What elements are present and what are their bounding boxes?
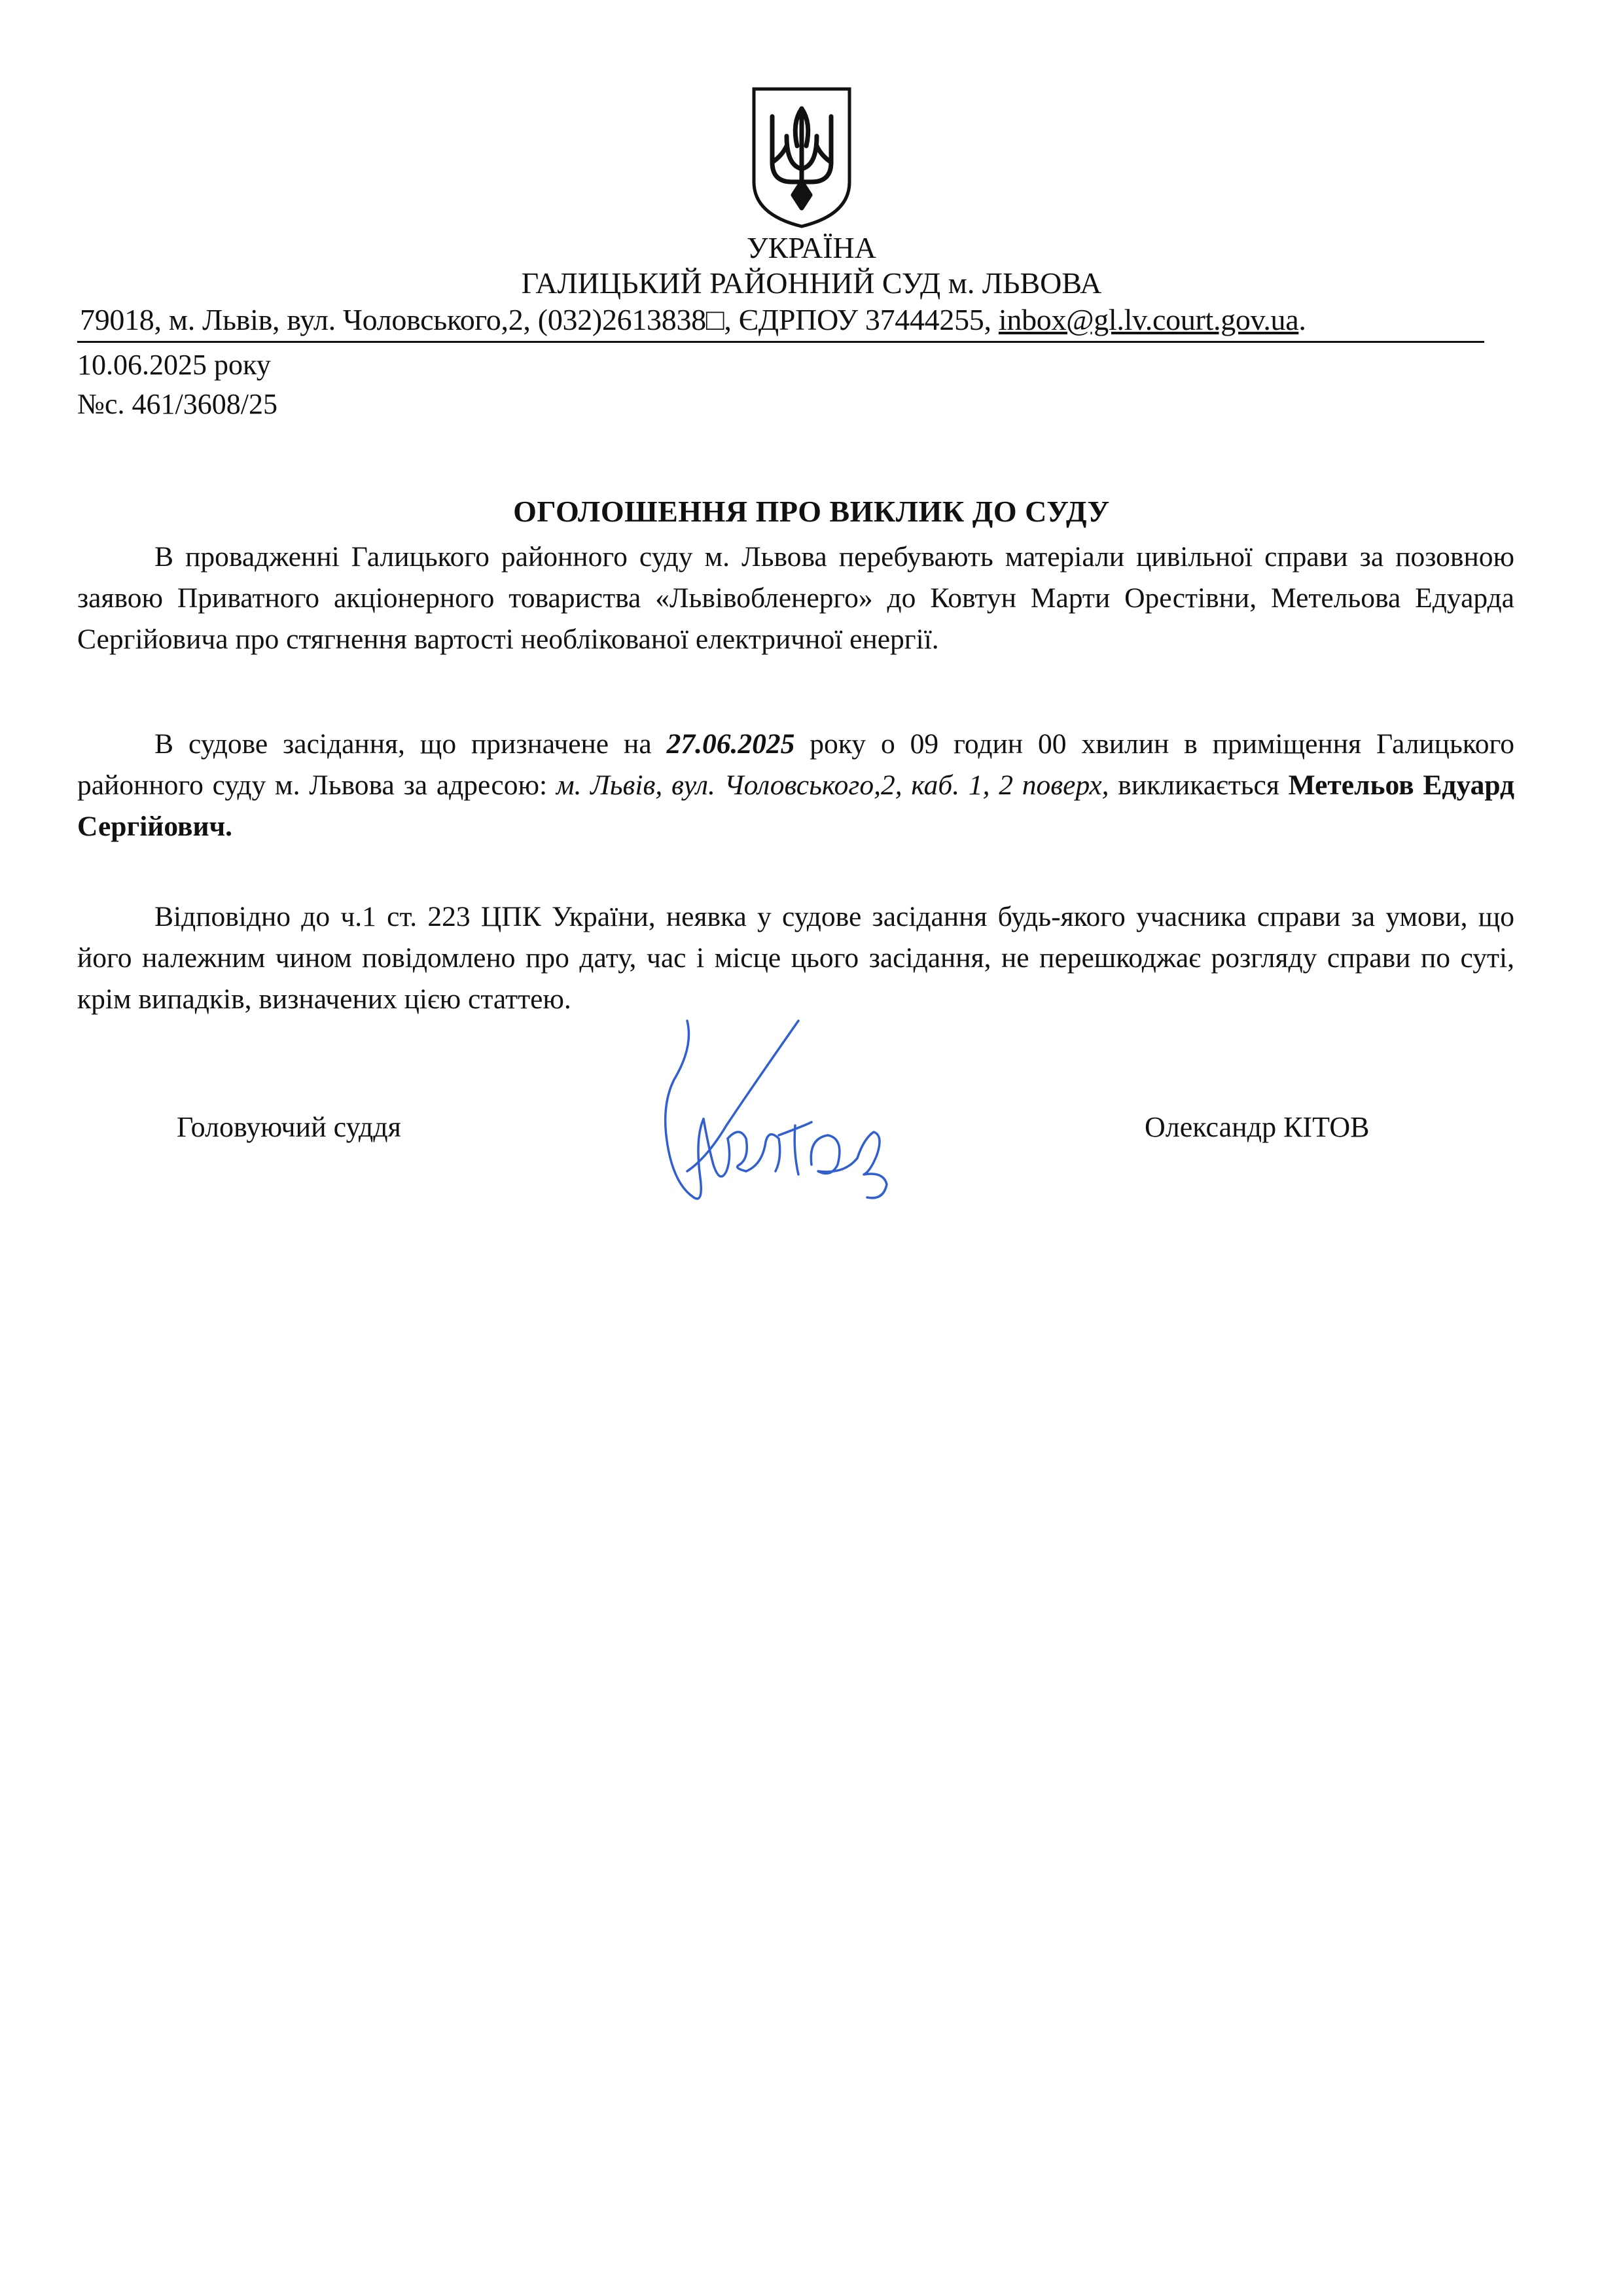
court-heading: ГАЛИЦЬКИЙ РАЙОННИЙ СУД м. ЛЬВОВА: [521, 266, 1102, 300]
coat-of-arms-icon: [746, 84, 857, 231]
hearing-text-start: В судове засідання, що призначене на: [154, 728, 667, 760]
contacts-end: .: [1298, 303, 1306, 336]
case-number: №с. 461/3608/25: [77, 388, 277, 420]
judge-signature: [648, 1008, 955, 1217]
hearing-call-text: викликається: [1109, 769, 1289, 801]
contacts-text: 79018, м. Львів, вул. Чоловського,2, (032)2613838□, ЄДРПОУ 37444255,: [80, 303, 999, 336]
hearing-text-mid: року о 09 годин 00 хвилин в приміщення Галицького районного суду м. Львова за адресою:: [77, 728, 1514, 801]
paragraph-case-info: В провадженні Галицького районного суду м. Львова перебувають матеріали цивільної справи за позовною заявою Приватного акціонерного товариства «Львівобленерго» до Ковтун Марти Орестівни, Метельова Едуарда Сергійовича про стягнення вартості необлікованої електричної енергії.: [77, 541, 1514, 655]
judge-role: Головуючий суддя: [177, 1111, 401, 1143]
document-title: ОГОЛОШЕННЯ ПРО ВИКЛИК ДО СУДУ: [513, 495, 1110, 528]
paragraph-hearing: [77, 724, 1514, 847]
summoned-person: Метельов Едуард Сергійович.: [77, 769, 1514, 842]
document-date: 10.06.2025 року: [77, 349, 271, 381]
hearing-date: 27.06.2025: [666, 728, 795, 760]
court-contacts: [80, 302, 1306, 337]
paragraph-legal-note: Відповідно до ч.1 ст. 223 ЦПК України, неявка у судове засідання будь-якого учасника справи за умови, що його належним чином повідомлено про дату, час і місце цього засідання, не перешкоджає розгляду справи по суті, крім випадків, визначених цією статтею.: [77, 901, 1514, 1015]
header-divider: [77, 341, 1484, 343]
country-heading: УКРАЇНА: [747, 231, 876, 264]
hearing-address: м. Львів, вул. Чоловського,2, каб. 1, 2 поверх,: [556, 769, 1109, 801]
judge-name: Олександр КІТОВ: [1145, 1111, 1370, 1143]
email-link[interactable]: inbox@gl.lv.court.gov.ua: [998, 303, 1299, 336]
